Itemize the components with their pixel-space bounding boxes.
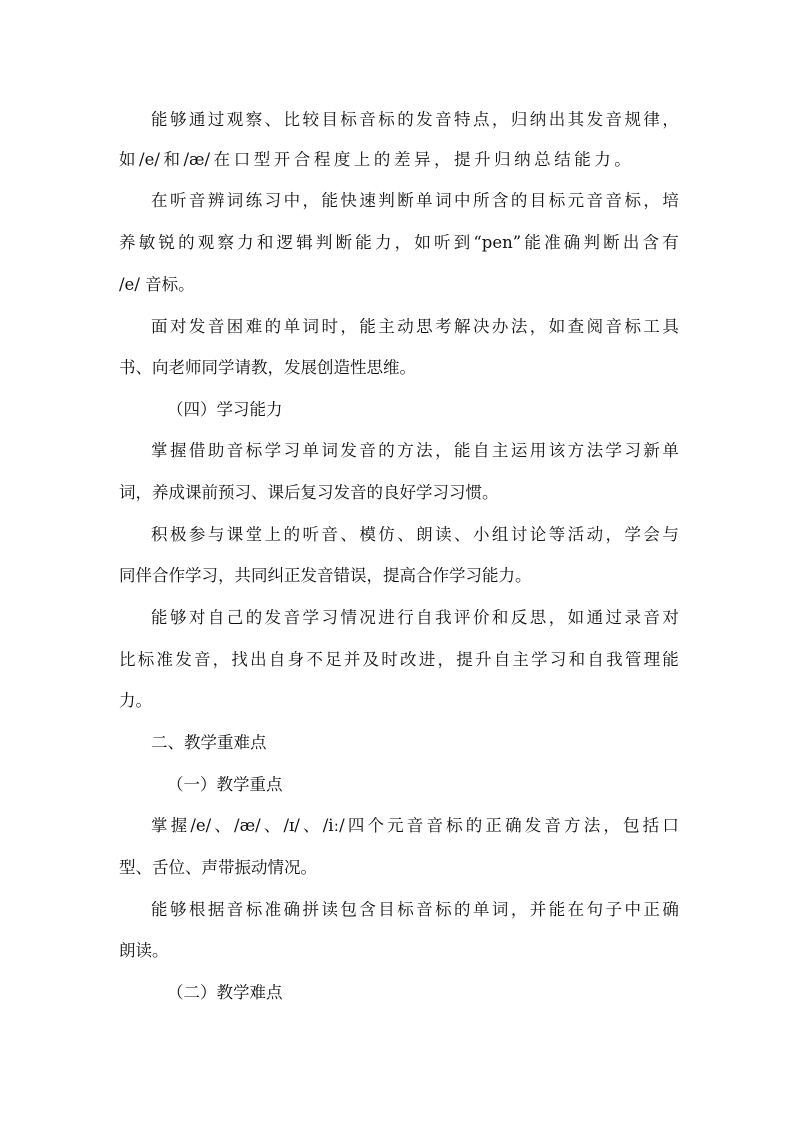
paragraph-line: /e/ 音标。 bbox=[119, 275, 195, 294]
paragraph-line: 能 够 根 据 音 标 准 确 拼 读 包 含 目 标 音 标 的 单 词 ， 并 能 在 句 子 中 正 确 bbox=[151, 900, 679, 919]
paragraph-line: 书、向老师同学请教，发展创造性思维。 bbox=[119, 358, 416, 377]
paragraph-line: 力。 bbox=[119, 691, 152, 710]
paragraph-line: 型、舌位、声带振动情况。 bbox=[119, 858, 317, 877]
section-heading: （四）学习能力 bbox=[167, 400, 283, 419]
paragraph-line: 比 标 准 发 音 ， 找 出 自 身 不 足 并 及 时 改 进 ， 提 升 自 主 学 习 和 自 我 管 理 能 bbox=[119, 650, 679, 669]
section-heading: 二、教学重难点 bbox=[151, 733, 267, 752]
paragraph-line: 词，养成课前预习、课后复习发音的良好学习习惯。 bbox=[119, 483, 499, 502]
paragraph-line: 掌 握 /e/ 、 /æ/ 、 /ɪ/ 、 /iː/ 四 个 元 音 音 标 的 正 确 发 音 方 法 ， 包 括 口 bbox=[151, 816, 679, 835]
paragraph-line: 掌 握 借 助 音 标 学 习 单 词 发 音 的 方 法 ， 能 自 主 运 用 该 方 法 学 习 新 单 bbox=[151, 441, 679, 460]
paragraph-line: 养 敏 锐 的 观 察 力 和 逻 辑 判 断 能 力 ， 如 听 到 “pen” 能 准 确 判 断 出 含 有 bbox=[119, 233, 679, 252]
paragraph-line: 能 够 通 过 观 察 、 比 较 目 标 音 标 的 发 音 特 点 ， 归 纳 出 其 发 音 规 律 ， bbox=[151, 110, 679, 129]
paragraph-line: 朗读。 bbox=[119, 941, 169, 960]
paragraph-line: 面 对 发 音 困 难 的 单 词 时 ， 能 主 动 思 考 解 决 办 法 ， 如 查 阅 音 标 工 具 bbox=[151, 317, 679, 336]
paragraph-line: 如 /e/ 和 /æ/ 在 口 型 开 合 程 度 上 的 差 异 ， 提 升 归 纳 总 结 能 力 。 bbox=[119, 150, 631, 169]
paragraph-line: 积 极 参 与 课 堂 上 的 听 音 、 模 仿 、 朗 读 、 小 组 讨 论 等 活 动 ， 学 会 与 bbox=[151, 525, 679, 544]
paragraph-line: 在 听 音 辨 词 练 习 中 ， 能 快 速 判 断 单 词 中 所 含 的 目 标 元 音 音 标 ， 培 bbox=[151, 191, 679, 210]
paragraph-line: 能 够 对 自 己 的 发 音 学 习 情 况 进 行 自 我 评 价 和 反 思 ， 如 通 过 录 音 对 bbox=[151, 608, 679, 627]
subsection-heading: （一）教学重点 bbox=[167, 775, 283, 794]
paragraph-line: 同伴合作学习，共同纠正发音错误，提高合作学习能力。 bbox=[119, 566, 532, 585]
subsection-heading: （二）教学难点 bbox=[167, 983, 283, 1002]
